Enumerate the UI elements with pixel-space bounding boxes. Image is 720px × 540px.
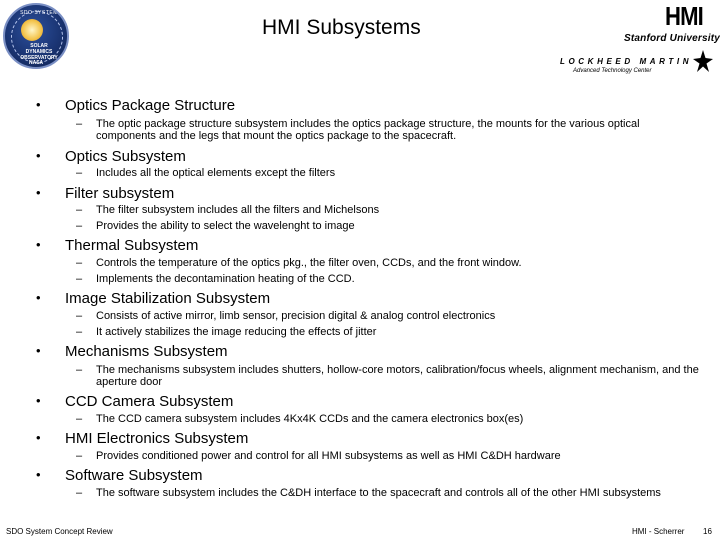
dash-icon: – [76, 326, 83, 338]
item-title: Image Stabilization Subsystem [65, 290, 271, 307]
dash-icon: – [76, 257, 83, 269]
dash-icon: – [76, 220, 83, 232]
item-title: Optics Package Structure [65, 97, 236, 114]
dash-icon: – [76, 167, 83, 179]
item-detail: Controls the temperature of the optics pkg., the filter oven, CCDs, and the front window. [96, 257, 522, 269]
sdo-seal-logo [3, 3, 69, 69]
company-name: LOCKHEED MARTIN [560, 57, 693, 66]
bullet-icon: • [36, 290, 41, 305]
bullet-icon: • [36, 148, 41, 163]
item-detail: The filter subsystem includes all the filters and Michelsons [96, 204, 380, 216]
item-title: Filter subsystem [65, 185, 175, 202]
sun-icon [21, 19, 43, 41]
item-detail: Provides the ability to select the wavelenght to image [96, 220, 355, 232]
seal-middle-text: SOLAR DYNAMICS OBSERVATORY [20, 43, 58, 61]
item-detail: The mechanisms subsystem includes shutters, hollow-core motors, calibration/focus wheels, alignment mechanism, and the aperture door [96, 364, 699, 388]
dash-icon: – [76, 204, 83, 216]
bullet-icon: • [36, 97, 41, 112]
dash-icon: – [76, 310, 83, 322]
dash-icon: – [76, 450, 83, 462]
item-title: Software Subsystem [65, 467, 203, 484]
dash-icon: – [76, 273, 83, 285]
page-title: HMI Subsystems [262, 16, 421, 39]
footer-center: HMI - Scherrer [632, 527, 685, 536]
seal-top-text: SDO SYSTEM [20, 10, 58, 16]
lockheed-star-icon [693, 50, 713, 72]
dash-icon: – [76, 364, 83, 376]
item-detail: The CCD camera subsystem includes 4Kx4K CCDs and the camera electronics box(es) [96, 413, 524, 425]
item-title: Mechanisms Subsystem [65, 343, 228, 360]
item-title: HMI Electronics Subsystem [65, 430, 249, 447]
item-detail: Includes all the optical elements except the filters [96, 167, 336, 179]
item-title: Optics Subsystem [65, 148, 186, 165]
item-detail: The software subsystem includes the C&DH interface to the spacecraft and controls all of the other HMI subsystems [96, 487, 661, 499]
dash-icon: – [76, 413, 83, 425]
item-detail: Implements the decontamination heating of the CCD. [96, 273, 355, 285]
seal-bottom-text: NASA [29, 60, 44, 66]
dash-icon: – [76, 118, 83, 130]
item-detail: The optic package structure subsystem includes the optics package structure, the mounts for the various optical components and the legs that mount the optics package to the spacecraft. [96, 118, 640, 142]
bullet-icon: • [36, 430, 41, 445]
dash-icon: – [76, 487, 83, 499]
bullet-icon: • [36, 467, 41, 482]
hmi-logo-text: HMI [665, 1, 703, 31]
bullet-icon: • [36, 393, 41, 408]
university-name: Stanford University [624, 33, 720, 44]
bullet-icon: • [36, 237, 41, 252]
item-title: Thermal Subsystem [65, 237, 199, 254]
bullet-icon: • [36, 185, 41, 200]
item-detail: Provides conditioned power and control for all HMI subsystems as well as HMI C&DH hardware [96, 450, 561, 462]
item-detail: It actively stabilizes the image reducing the effects of jitter [96, 326, 377, 338]
bullet-icon: • [36, 343, 41, 358]
item-detail: Consists of active mirror, limb sensor, precision digital & analog control electronics [96, 310, 496, 322]
page-number: 16 [703, 527, 712, 536]
company-division: Advanced Technology Center [573, 68, 652, 74]
item-title: CCD Camera Subsystem [65, 393, 234, 410]
footer-left: SDO System Concept Review [6, 527, 113, 536]
